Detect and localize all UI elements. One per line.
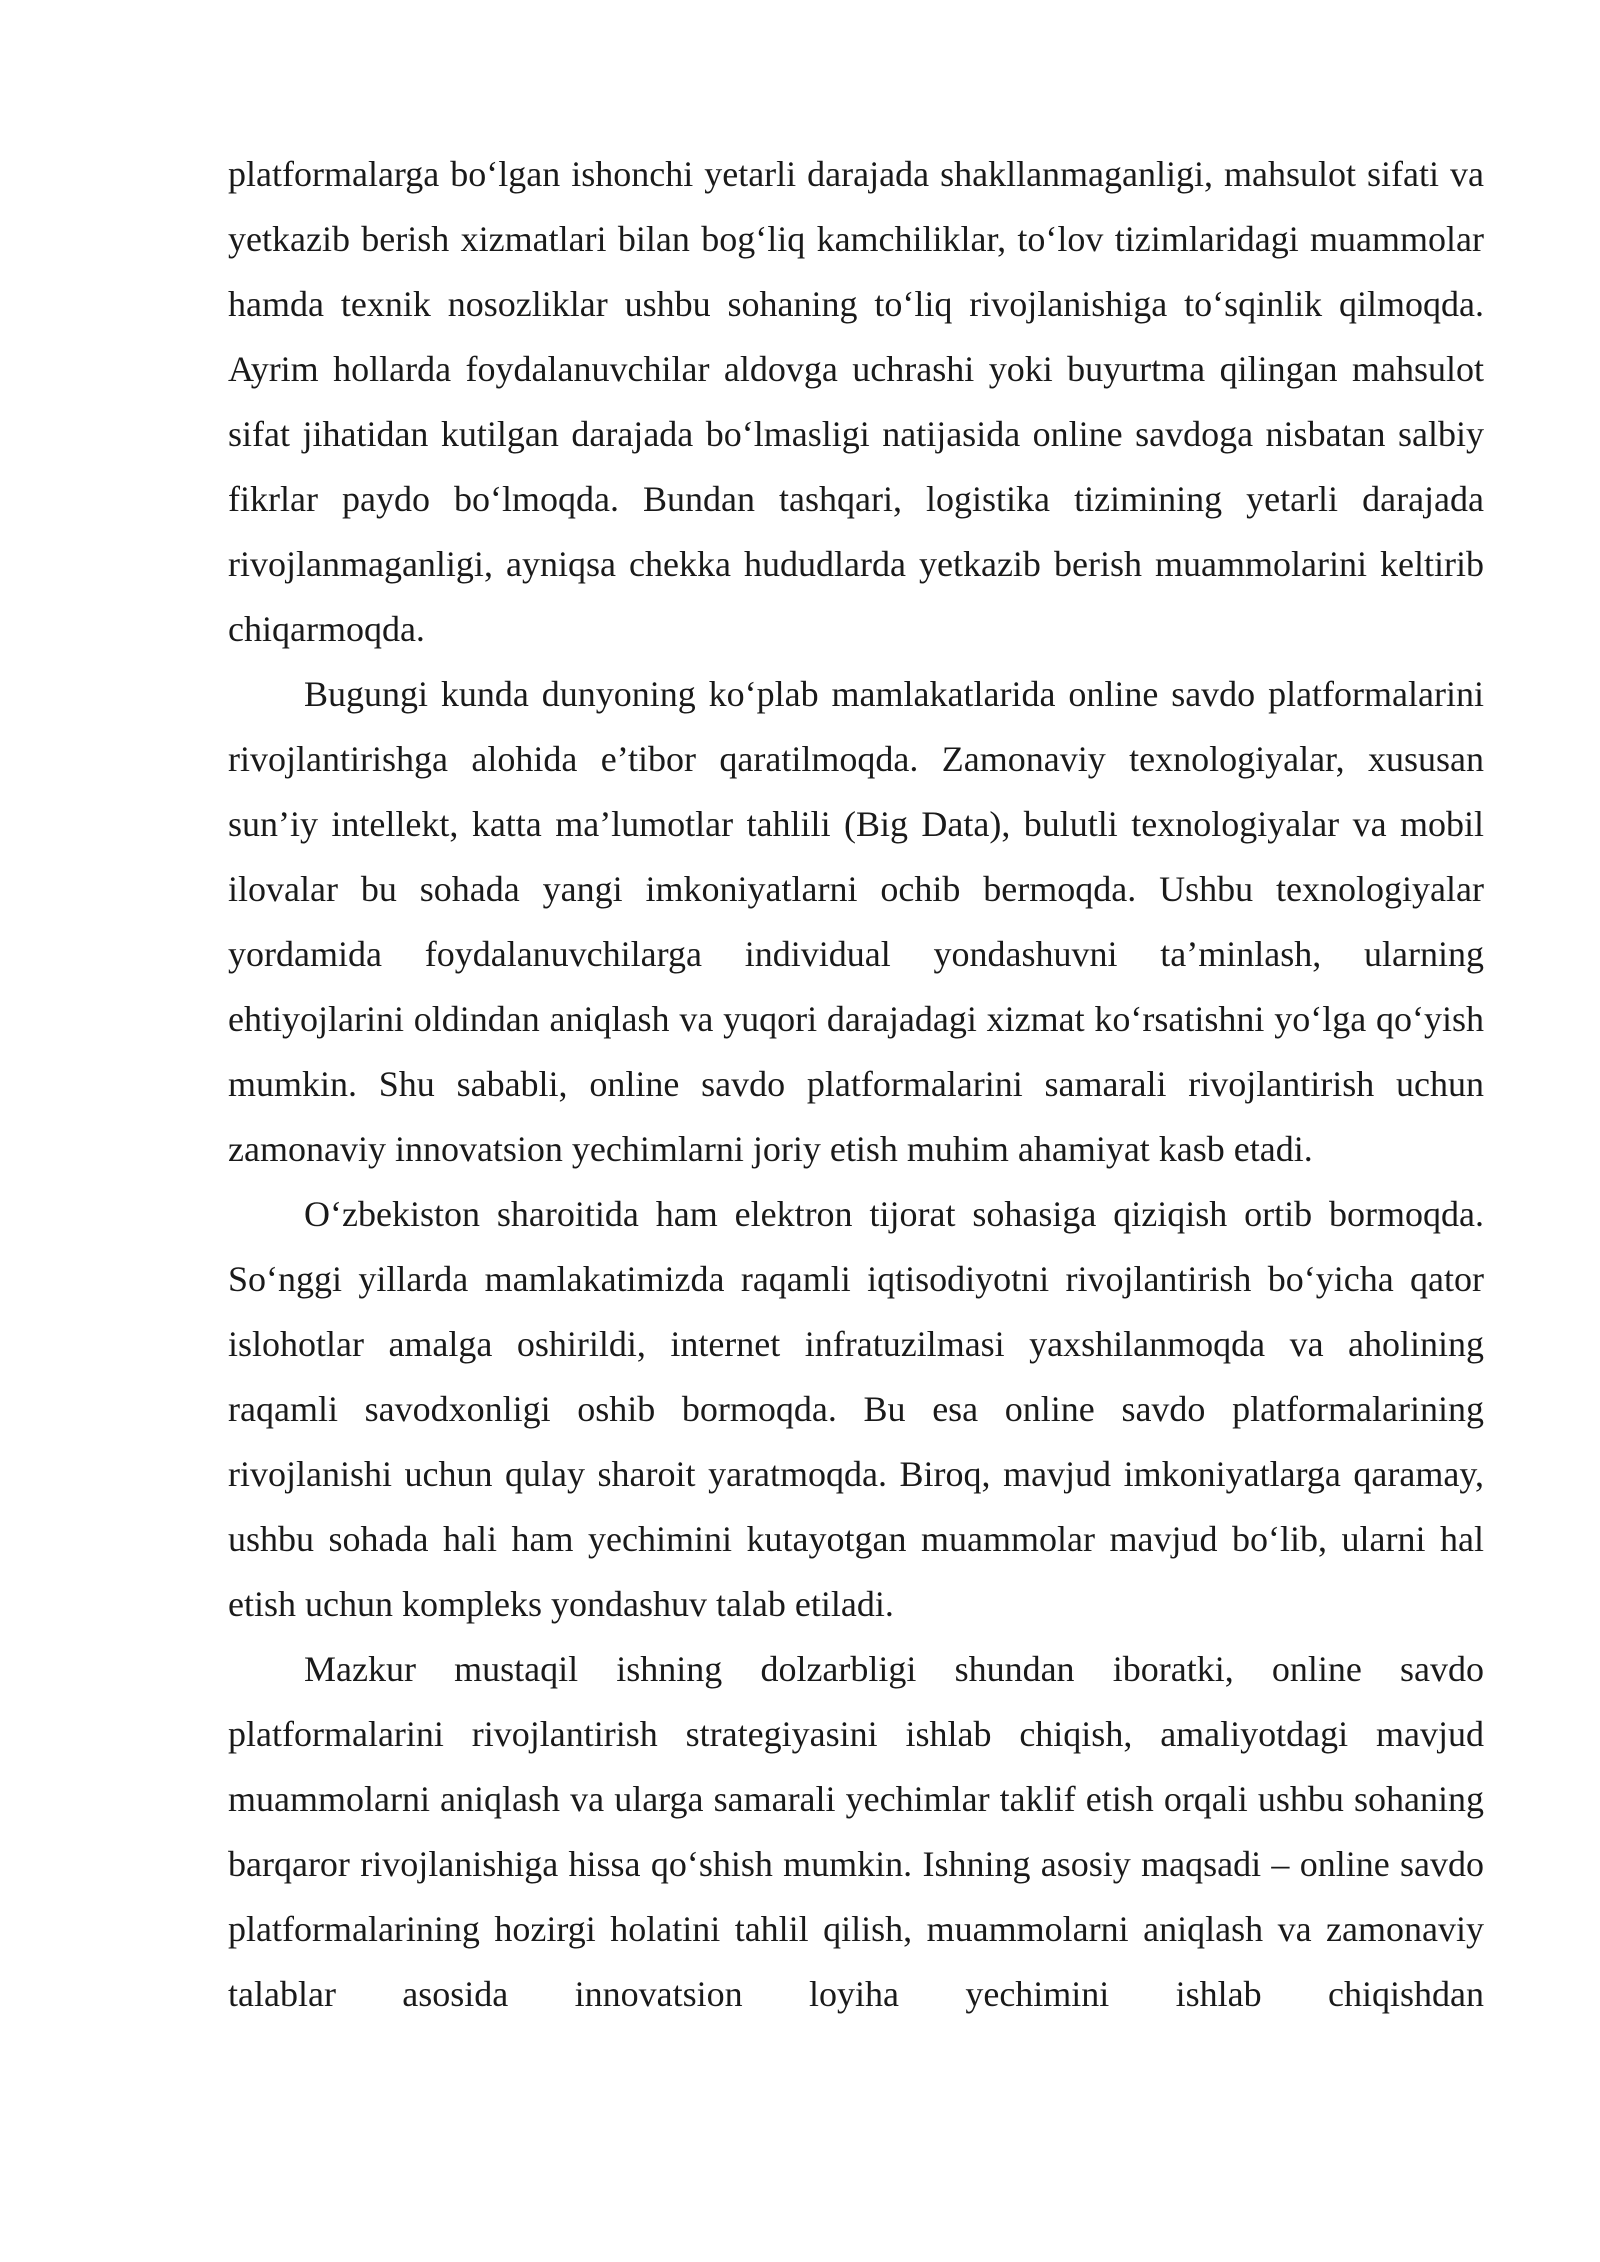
document-body bbox=[228, 142, 1484, 2027]
paragraph-global-trends: Bugungi kunda dunyoning ko‘plab mamlakatlarida online savdo platformalarini rivojlantirishga alohida e’tibor qaratilmoqda. Zamonaviy texnologiyalar, xususan sun’iy intellekt, katta ma’lumotlar tahlili (Big Data), bulutli texnologiyalar va mobil ilovalar bu sohada yangi imkoniyatlarni ochib bermoqda. Ushbu texnologiyalar yordamida foydalanuvchilarga individual yondashuvni ta’minlash, ularning ehtiyojlarini oldindan aniqlash va yuqori darajadagi xizmat ko‘rsatishni yo‘lga qo‘yish mumkin. Shu sababli, online savdo platformalarini samarali rivojlantirish uchun zamonaviy innovatsion yechimlarni joriy etish muhim ahamiyat kasb etadi. bbox=[228, 674, 1484, 1169]
paragraph-relevance: Mazkur mustaqil ishning dolzarbligi shundan iboratki, online savdo platformalarini rivojlantirish strategiyasini ishlab chiqish, amaliyotdagi mavjud muammolarni aniqlash va ularga samarali yechimlar taklif etish orqali ushbu sohaning barqaror rivojlanishiga hissa qo‘shish mumkin. Ishning asosiy maqsadi – online savdo platformalarining hozirgi holatini tahlil qilish, muammolarni aniqlash va zamonaviy talablar asosida innovatsion loyiha yechimini ishlab chiqishdan bbox=[228, 1649, 1484, 2014]
paragraph-uzbekistan: O‘zbekiston sharoitida ham elektron tijorat sohasiga qiziqish ortib bormoqda. So‘nggi yillarda mamlakatimizda raqamli iqtisodiyotni rivojlantirish bo‘yicha qator islohotlar amalga oshirildi, internet infratuzilmasi yaxshilanmoqda va aholining raqamli savodxonligi oshib bormoqda. Bu esa online savdo platformalarining rivojlanishi uchun qulay sharoit yaratmoqda. Biroq, mavjud imkoniyatlarga qaramay, ushbu sohada hali ham yechimini kutayotgan muammolar mavjud bo‘lib, ularni hal etish uchun kompleks yondashuv talab etiladi. bbox=[228, 1194, 1484, 1624]
paragraph-continuation: platformalarga bo‘lgan ishonchi yetarli darajada shakllanmaganligi, mahsulot sifati va yetkazib berish xizmatlari bilan bog‘liq kamchiliklar, to‘lov tizimlaridagi muammolar hamda texnik nosozliklar ushbu sohaning to‘liq rivojlanishiga to‘sqinlik qilmoqda. Ayrim hollarda foydalanuvchilar aldovga uchrashi yoki buyurtma qilingan mahsulot sifat jihatidan kutilgan darajada bo‘lmasligi natijasida online savdoga nisbatan salbiy fikrlar paydo bo‘lmoqda. Bundan tashqari, logistika tizimining yetarli darajada rivojlanmaganligi, ayniqsa chekka hududlarda yetkazib berish muammolarini keltirib chiqarmoqda. bbox=[228, 154, 1484, 649]
